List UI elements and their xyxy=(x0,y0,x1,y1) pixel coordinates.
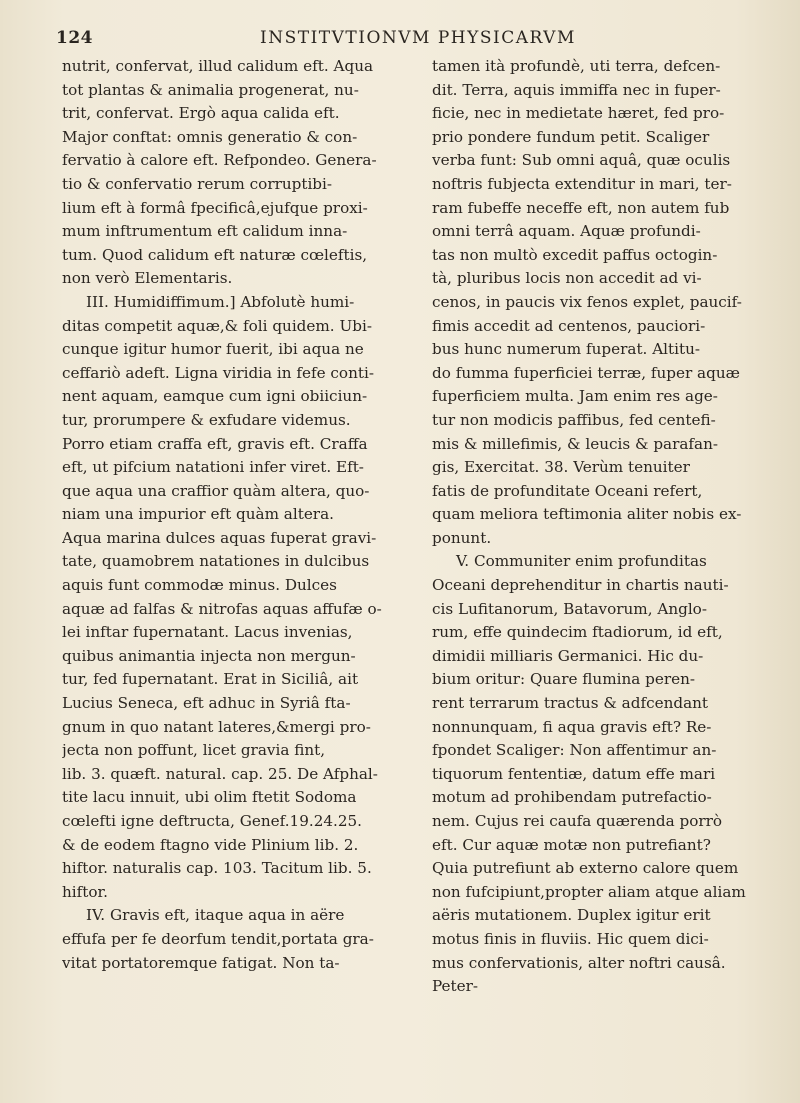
page-number: 124 xyxy=(56,28,93,48)
text-line: ceffariò adeft. Ligna viridia in fefe conti- xyxy=(62,363,374,382)
text-line: nutrit, confervat, illud calidum eft. Aqua xyxy=(62,57,374,75)
text-line: effufa per fe deorfum tendit,portata gra- xyxy=(62,929,374,948)
text-line: dimidii milliaris Germanici. Hic du- xyxy=(432,646,704,665)
text-line: tite lacu innuit, ubi olim ftetit Sodoma xyxy=(62,788,357,807)
text-line: tio & confervatio rerum corruptibi- xyxy=(62,174,333,193)
text-line: hiftor. naturalis cap. 103. Tacitum lib. 5. xyxy=(62,859,372,878)
text-line: quibus animantia injecta non mergun- xyxy=(62,646,356,665)
text-line: ditas competit aquæ,& foli quidem. Ubi- xyxy=(62,316,372,335)
text-line: jecta non poffunt, licet gravia fint, xyxy=(62,741,326,760)
text-line: do fumma fuperficiei terræ, fuper aquæ xyxy=(432,363,740,382)
text-line: ponunt. xyxy=(432,528,492,547)
text-line: & de eodem ftagno vide Plinium lib. 2. xyxy=(62,835,359,854)
text-line: mum inftrumentum eft calidum inna- xyxy=(62,222,348,241)
text-line: eft. Cur aquæ motæ non putrefiant? xyxy=(432,835,711,854)
text-line: motus finis in fluviis. Hic quem dici- xyxy=(432,929,709,948)
text-line: eft, ut pifcium natationi infer viret. Eft- xyxy=(62,458,364,477)
text-line: V. Communiter enim profunditas xyxy=(456,552,707,571)
text-line: bus hunc numerum fuperat. Altitu- xyxy=(432,340,701,359)
text-line: lib. 3. quæft. natural. cap. 25. De Afphal- xyxy=(62,764,378,783)
text-line: fatis de profunditate Oceani refert, xyxy=(432,481,703,500)
text-line: aquæ ad falfas & nitrofas aquas affufæ o- xyxy=(62,599,382,618)
text-line: ram fubeffe neceffe eft, non autem fub xyxy=(432,198,730,217)
page-header xyxy=(56,28,756,48)
text-line: noftris fubjecta extenditur in mari, ter- xyxy=(432,174,732,193)
text-line: lei inftar fupernatant. Lacus invenias, xyxy=(62,623,353,642)
text-line: mus confervationis, alter noftri causâ. xyxy=(432,953,726,972)
text-line: non verò Elementaris. xyxy=(62,269,233,288)
text-line: tamen ità profundè, uti terra, defcen- xyxy=(432,57,721,75)
text-line: nent aquam, eamque cum igni obiiciun- xyxy=(62,387,368,406)
text-line: tur, fed fupernatant. Erat in Siciliâ, ait xyxy=(62,670,359,689)
text-line: cenos, in paucis vix fenos explet, paucif- xyxy=(432,292,742,311)
text-line: gnum in quo natant lateres,&mergi pro- xyxy=(62,717,371,736)
left-text-column xyxy=(62,55,412,975)
right-text-column xyxy=(432,55,774,999)
text-line: lium eft à formâ fpecificâ,ejufque proxi- xyxy=(62,198,368,217)
text-line: Peter- xyxy=(432,977,479,996)
text-line: trit, confervat. Ergò aqua calida eft. xyxy=(62,104,340,123)
text-line: nonnunquam, fi aqua gravis eft? Re- xyxy=(432,717,712,736)
text-line: fimis accedit ad centenos, pauciori- xyxy=(432,316,706,335)
running-title: INSTITVTIONVM PHYSICARVM xyxy=(260,28,576,48)
text-line: rent terrarum tractus & adfcendant xyxy=(432,694,709,713)
text-line: verba funt: Sub omni aquâ, quæ oculis xyxy=(432,151,731,170)
text-line: rum, effe quindecim ftadiorum, id eft, xyxy=(432,623,723,642)
text-line: dit. Terra, aquis immiffa nec in fuper- xyxy=(432,80,721,99)
text-line: fuperficiem multa. Jam enim res age- xyxy=(432,387,718,406)
text-line: aquis funt commodæ minus. Dulces xyxy=(62,576,337,595)
text-line: tiquorum fententiæ, datum effe mari xyxy=(432,764,716,783)
text-line: IV. Gravis eft, itaque aqua in aëre xyxy=(86,906,345,925)
text-line: prio pondere fundum petit. Scaliger xyxy=(432,127,710,146)
text-line: que aqua una craffior quàm altera, quo- xyxy=(62,481,370,500)
text-line: cis Lufitanorum, Batavorum, Anglo- xyxy=(432,599,707,618)
text-line: cunque igitur humor fuerit, ibi aqua ne xyxy=(62,340,364,359)
text-line: III. Humidiffimum.] Abfolutè humi- xyxy=(86,292,355,311)
text-line: omni terrâ aquam. Aquæ profundi- xyxy=(432,222,701,241)
text-line: gis, Exercitat. 38. Verùm tenuiter xyxy=(432,458,690,477)
text-line: tur non modicis paffibus, fed centefi- xyxy=(432,410,716,429)
text-line: vitat portatoremque fatigat. Non ta- xyxy=(62,953,340,972)
text-line: hiftor. xyxy=(62,882,108,901)
text-line: Lucius Seneca, eft adhuc in Syriâ fta- xyxy=(62,694,351,713)
text-line: aëris mutationem. Duplex igitur erit xyxy=(432,906,711,925)
text-line: motum ad prohibendam putrefactio- xyxy=(432,788,712,807)
text-line: mis & millefimis, & leucis & parafan- xyxy=(432,434,719,453)
text-line: Porro etiam craffa eft, gravis eft. Craffa xyxy=(62,434,368,453)
text-line: niam una impurior eft quàm altera. xyxy=(62,505,334,524)
text-line: Oceani deprehenditur in chartis nauti- xyxy=(432,576,729,595)
text-line: ficie, nec in medietate hæret, fed pro- xyxy=(432,104,725,123)
text-line: Quia putrefiunt ab externo calore quem xyxy=(432,859,739,878)
text-line: fpondet Scaliger: Non affentimur an- xyxy=(432,741,717,760)
text-line: nem. Cujus rei caufa quærenda porrò xyxy=(432,812,723,830)
text-line: Aqua marina dulces aquas fuperat gravi- xyxy=(62,528,377,547)
text-line: tà, pluribus locis non accedit ad vi- xyxy=(432,269,702,288)
text-line: tate, quamobrem natationes in dulcibus xyxy=(62,552,370,571)
text-line: tas non multò excedit paffus octogin- xyxy=(432,245,718,264)
text-line: tur, prorumpere & exfudare videmus. xyxy=(62,410,351,429)
text-line: fervatio à calore eft. Refpondeo. Genera- xyxy=(62,151,377,170)
text-line: bium oritur: Quare flumina peren- xyxy=(432,670,696,689)
text-line: Major conftat: omnis generatio & con- xyxy=(62,127,358,146)
text-line: quam meliora teftimonia aliter nobis ex- xyxy=(432,505,742,524)
text-line: tum. Quod calidum eft naturæ cœleftis, xyxy=(62,245,368,264)
text-line: non fufcipiunt,propter aliam atque aliam xyxy=(432,882,746,901)
text-line: cœlefti igne deftructa, Genef.19.24.25. xyxy=(62,812,363,830)
text-line: tot plantas & animalia progenerat, nu- xyxy=(62,80,359,99)
